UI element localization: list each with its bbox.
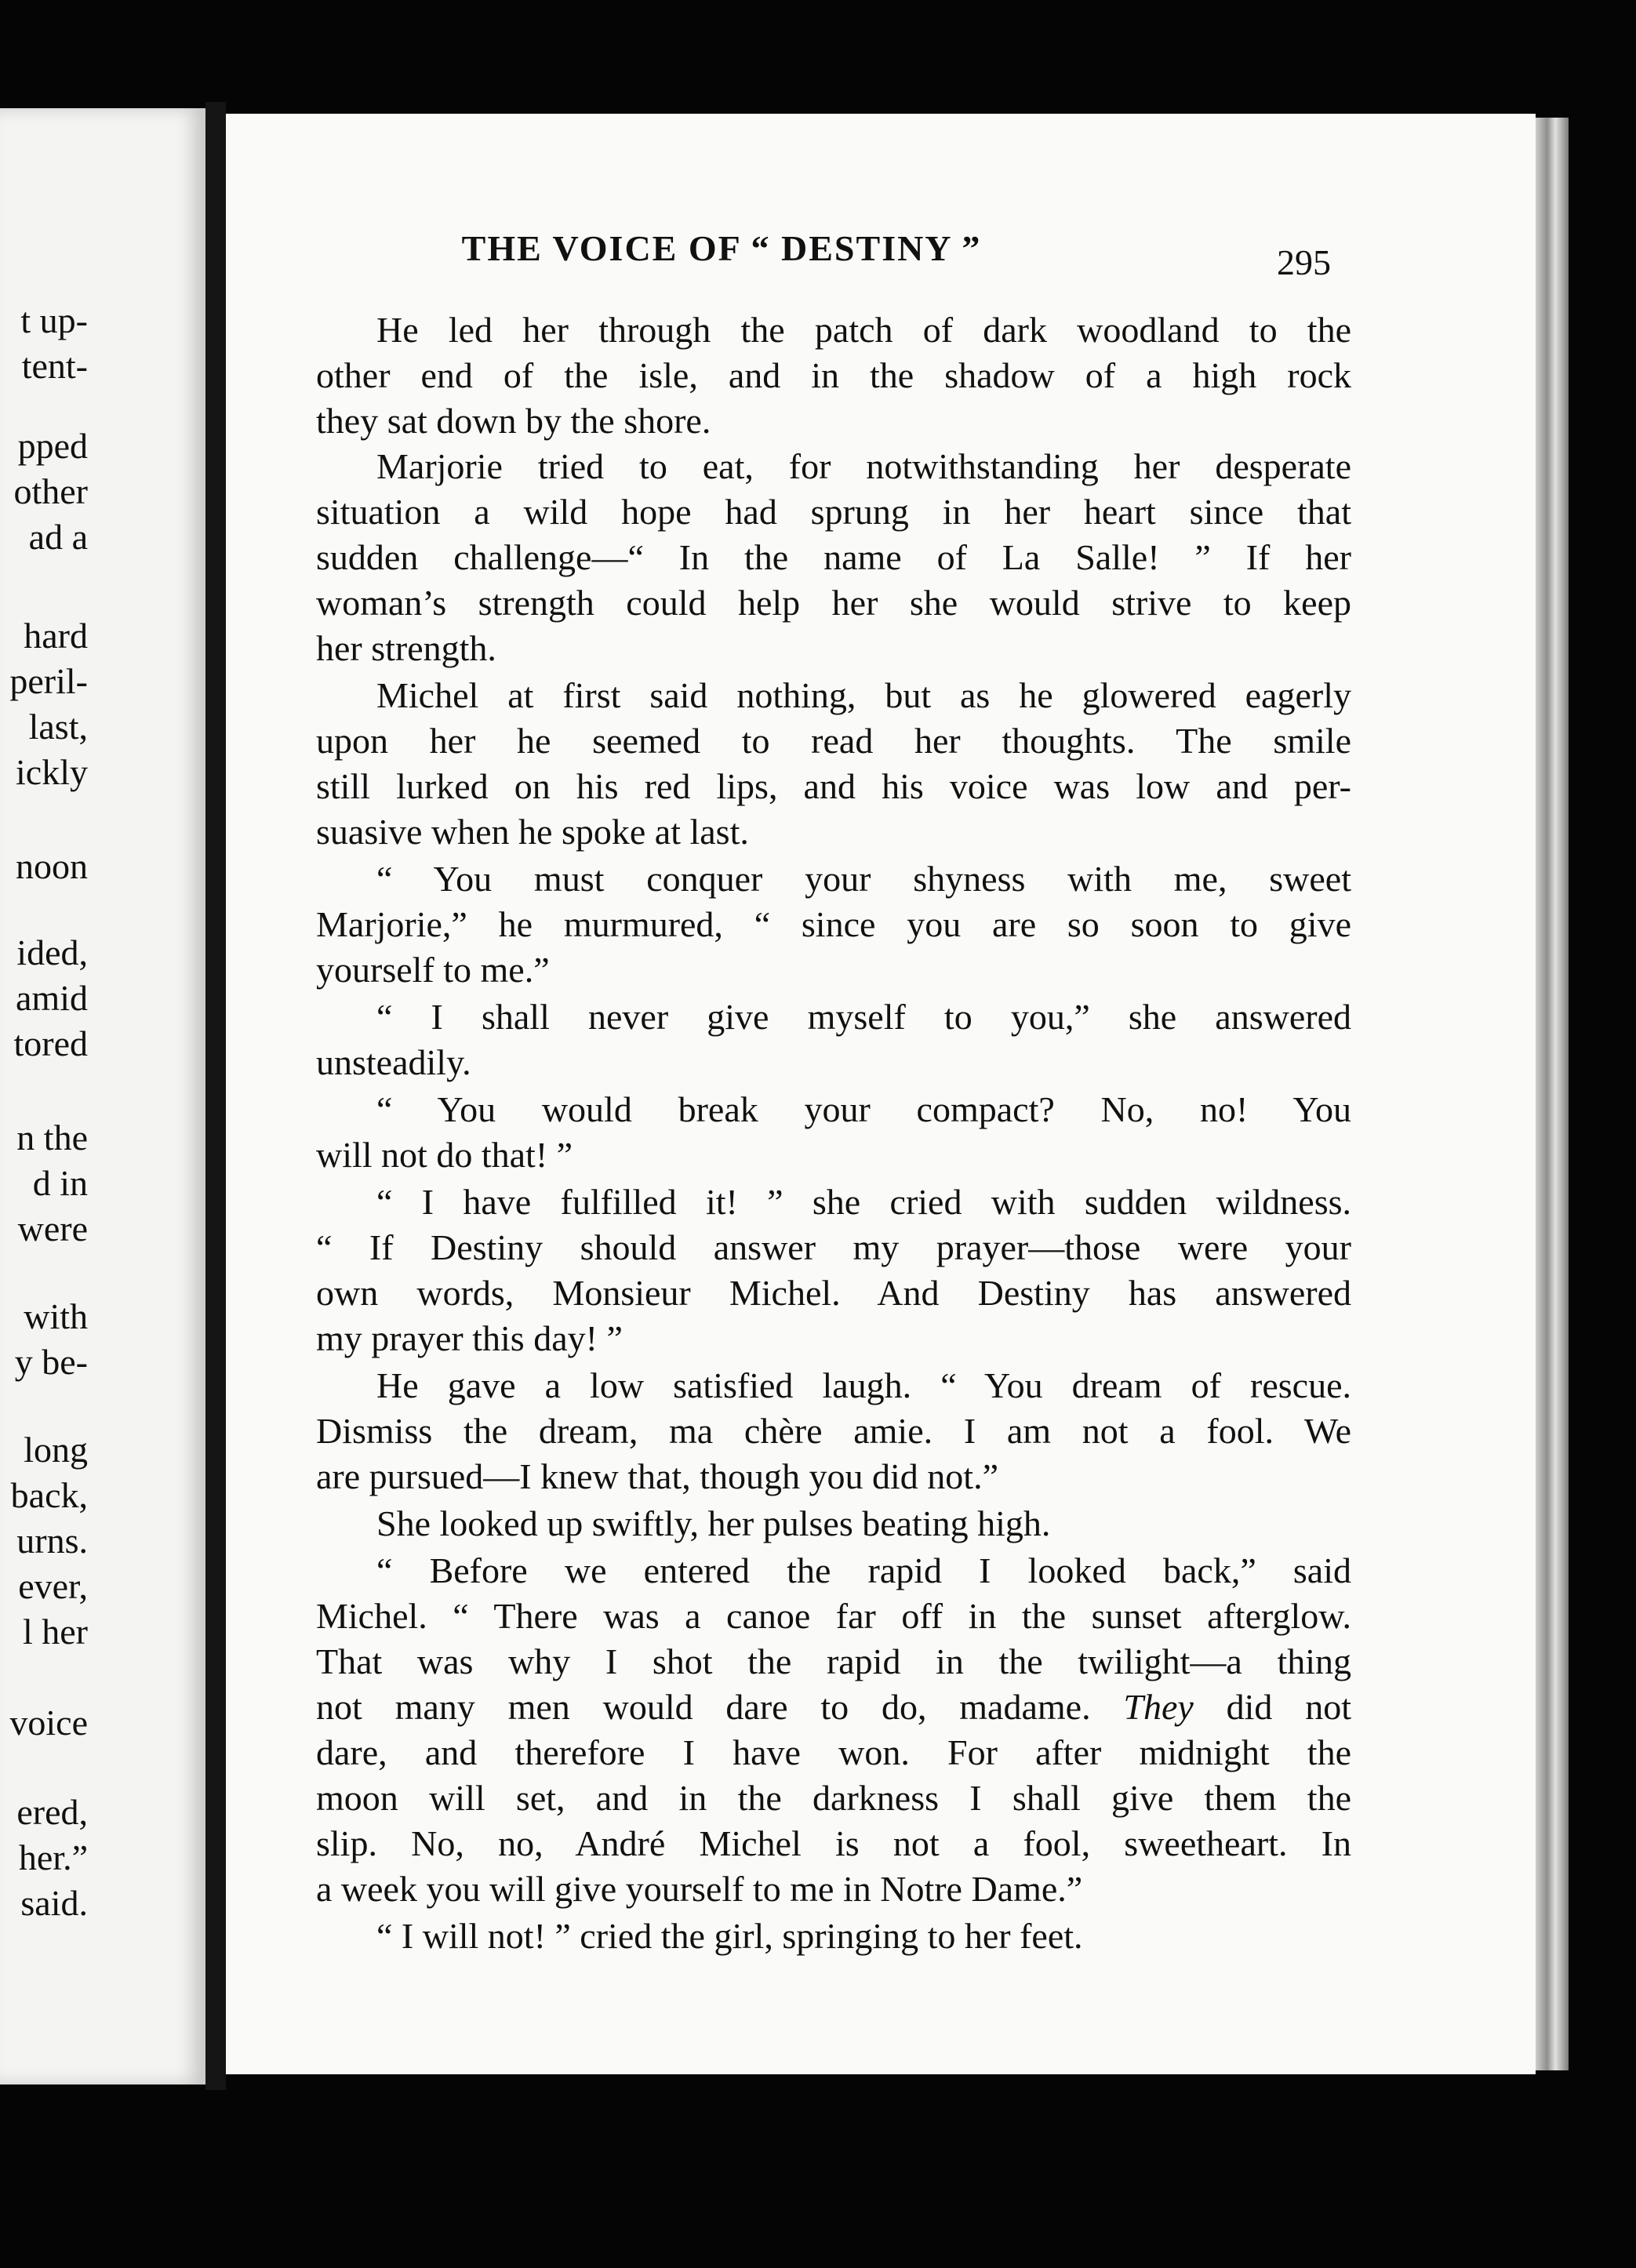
text-line: “ I will not! ” cried the girl, springing to her feet. [376,1916,1083,1956]
page-number: 295 [1277,242,1331,282]
text-line: they sat down by the shore. [316,401,711,441]
facing-line: pped [17,426,88,466]
facing-line: l her [22,1612,88,1652]
text-line: He gave a low satisfied laugh. “ You dream of rescue. [376,1365,1351,1405]
facing-line: her.” [18,1837,88,1877]
text-line: Michel at first said nothing, but as he glowered eagerly [376,675,1351,715]
text-line: “ I have fulfilled it! ” she cried with sudden wildness. [376,1182,1351,1222]
text-line: He led her through the patch of dark woodland to the [376,310,1351,350]
facing-line: ided, [16,932,88,972]
text-line: unsteadily. [316,1042,471,1082]
facing-line: said. [20,1883,88,1923]
facing-line: back, [10,1475,88,1515]
text-line: suasive when he spoke at last. [316,812,749,852]
text-line: woman’s strength could help her she would strive to keep [316,583,1351,623]
text-line-with-italic [316,1689,1351,1725]
facing-page-fragment [0,108,209,2084]
facing-line: n the [16,1118,88,1158]
text-segment: not many men would dare to do, madame. [316,1687,1124,1727]
facing-line: long [24,1430,88,1470]
text-line: will not do that! ” [316,1135,573,1175]
page-edge-shadow [1536,118,1569,2070]
facing-line: tent- [21,346,88,386]
facing-line: were [17,1209,88,1248]
facing-line: voice [9,1703,88,1743]
text-line: yourself to me.” [316,950,550,990]
running-head: THE VOICE OF “ DESTINY ” [461,228,982,268]
text-line: slip. No, no, André Michel is not a fool, sweetheart. In [316,1823,1351,1863]
facing-line: urns. [16,1521,88,1561]
facing-line: ered, [16,1792,88,1832]
text-line: Dismiss the dream, ma chère amie. I am not a fool. We [316,1411,1351,1451]
facing-line: ad a [28,517,88,557]
text-line: other end of the isle, and in the shadow of a high rock [316,355,1351,395]
text-line: Marjorie,” he murmured, “ since you are so soon to give [316,904,1351,944]
facing-line: noon [16,846,88,886]
text-line: own words, Monsieur Michel. And Destiny has answered [316,1273,1351,1313]
italic-word: They [1123,1687,1194,1727]
facing-line: hard [24,616,88,656]
facing-line: y be- [14,1342,88,1382]
text-line: She looked up swiftly, her pulses beating high. [376,1503,1051,1543]
facing-line: tored [13,1023,88,1063]
facing-line: last, [28,707,88,747]
text-line: Michel. “ There was a canoe far off in the sunset afterglow. [316,1596,1351,1636]
text-line: a week you will give yourself to me in Notre Dame.” [316,1869,1083,1909]
text-line: upon her he seemed to read her thoughts. The smile [316,721,1351,761]
facing-line: d in [32,1163,88,1203]
text-line: “ You must conquer your shyness with me, sweet [376,859,1351,899]
text-line: Marjorie tried to eat, for notwithstanding her desperate [376,446,1351,486]
facing-line: peril- [9,661,88,701]
text-line: are pursued—I knew that, though you did not.” [316,1456,998,1496]
text-line: “ If Destiny should answer my prayer—those were your [316,1227,1351,1267]
book-gutter [205,102,226,2090]
text-line: That was why I shot the rapid in the twilight—a thing [316,1641,1351,1681]
facing-line: t up- [20,300,88,340]
facing-line: with [24,1296,88,1336]
text-segment: did not [1193,1687,1352,1727]
text-line: still lurked on his red lips, and his voice was low and per- [316,766,1351,806]
text-line: her strength. [316,628,496,668]
text-line: “ I shall never give myself to you,” she answered [376,997,1351,1037]
text-line: sudden challenge—“ In the name of La Salle! ” If her [316,537,1351,577]
text-line: “ Before we entered the rapid I looked back,” said [376,1550,1351,1590]
text-line: situation a wild hope had sprung in her heart since that [316,492,1351,532]
text-line: dare, and therefore I have won. For after midnight the [316,1732,1351,1772]
facing-line: amid [16,978,88,1018]
text-line: my prayer this day! ” [316,1318,623,1358]
facing-line: other [13,471,88,511]
text-line: “ You would break your compact? No, no! You [376,1089,1351,1129]
facing-line: ever, [18,1566,88,1606]
facing-line: ickly [16,752,88,792]
text-line: moon will set, and in the darkness I shall give them the [316,1778,1351,1818]
